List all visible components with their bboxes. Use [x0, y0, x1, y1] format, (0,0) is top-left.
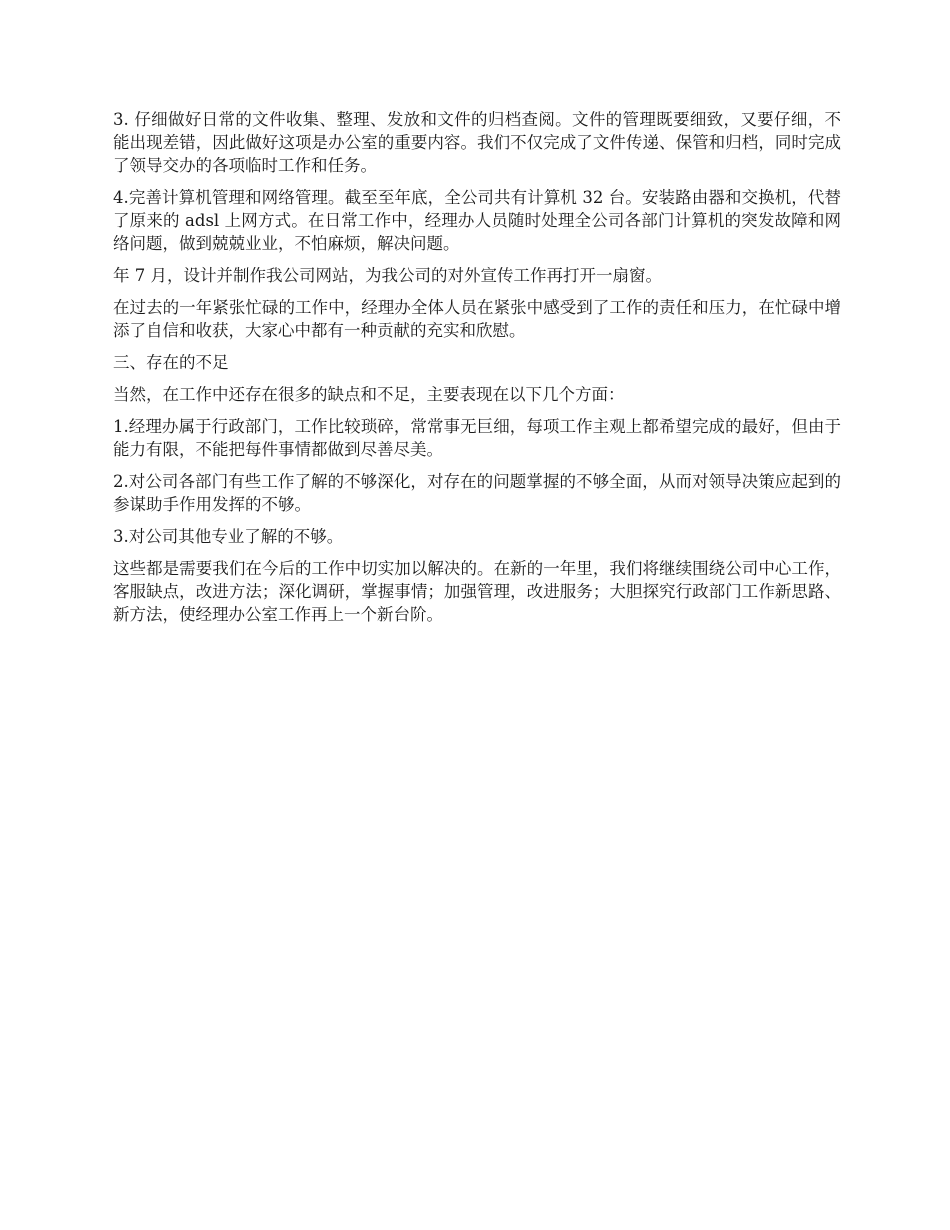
section-heading-shortcomings: 三、存在的不足 [113, 353, 229, 372]
paragraph-conclusion: 这些都是需要我们在今后的工作中切实加以解决的。在新的一年里，我们将继续围绕公司中心工作，客服缺点，改进方法；深化调研，掌握事情；加强管理，改进服务；大胆探究行政部门工作新思路、新方法，使经理办公室工作再上一个新台阶。 [113, 559, 841, 624]
paragraph-computer-network: 4.完善计算机管理和网络管理。截至至年底，全公司共有计算机 32 台。安装路由器和交换机，代替了原来的 adsl 上网方式。在日常工作中，经理办人员随时处理全公司各部门计算机的突发故障和网络问题，做到兢兢业业，不怕麻烦，解决问题。 [113, 188, 841, 253]
paragraph-shortcomings-intro: 当然，在工作中还存在很多的缺点和不足，主要表现在以下几个方面： [113, 385, 625, 404]
paragraph-summary: 在过去的一年紧张忙碌的工作中，经理办全体人员在紧张中感受到了工作的责任和压力，在忙碌中增添了自信和收获，大家心中都有一种贡献的充实和欣慰。 [113, 298, 841, 340]
paragraph-website: 年 7 月，设计并制作我公司网站，为我公司的对外宣传工作再打开一扇窗。 [113, 266, 662, 285]
document-page [113, 108, 841, 635]
paragraph-file-management: 3. 仔细做好日常的文件收集、整理、发放和文件的归档查阅。文件的管理既要细致，又要仔细，不能出现差错，因此做好这项是办公室的重要内容。我们不仅完成了文件传递、保管和归档，同时完成了领导交办的各项临时工作和任务。 [113, 110, 841, 175]
list-item-shortcoming-1: 1.经理办属于行政部门，工作比较琐碎，常常事无巨细，每项工作主观上都希望完成的最好，但由于能力有限，不能把每件事情都做到尽善尽美。 [113, 417, 841, 459]
list-item-shortcoming-3: 3.对公司其他专业了解的不够。 [113, 527, 344, 546]
list-item-shortcoming-2: 2.对公司各部门有些工作了解的不够深化，对存在的问题掌握的不够全面，从而对领导决策应起到的参谋助手作用发挥的不够。 [113, 472, 841, 514]
